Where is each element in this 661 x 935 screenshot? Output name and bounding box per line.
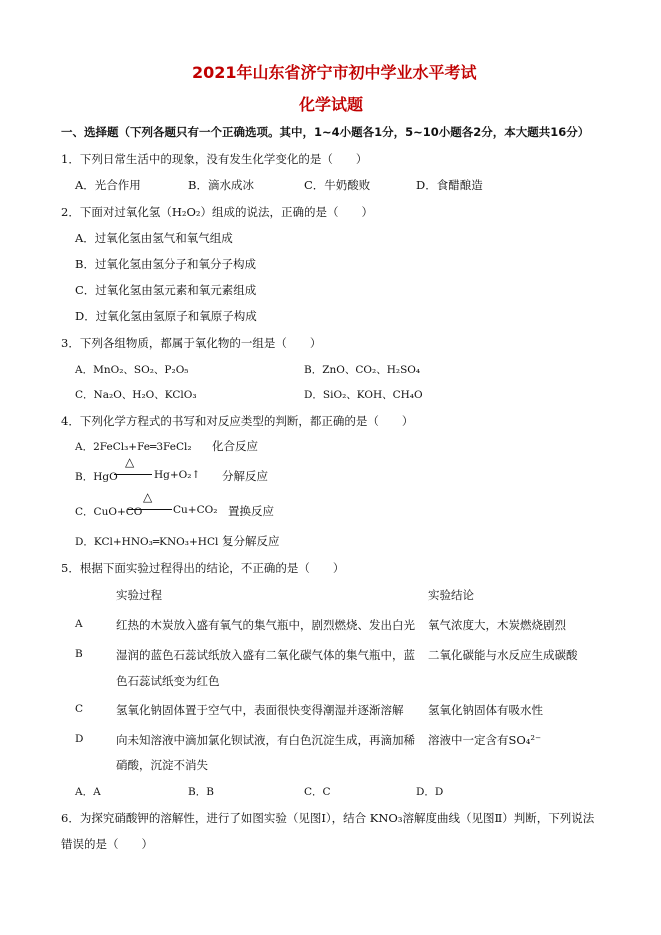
question-2-option-c: C．过氧化氢由氢元素和氧元素组成 bbox=[75, 283, 257, 297]
question-4-option-b-reactants: B．HgO bbox=[75, 471, 118, 483]
table-row-conclusion: 溶液中一定含有SO₄²⁻ bbox=[428, 733, 542, 747]
heat-condition-icon: △ bbox=[143, 490, 153, 504]
question-1-option-a: A．光合作用 bbox=[75, 178, 141, 192]
question-4-stem: 4．下列化学方程式的书写和对反应类型的判断，都正确的是（ ） bbox=[61, 414, 414, 428]
question-4-option-c-products: Cu+CO₂ bbox=[173, 504, 218, 516]
question-6-stem: 6．为探究硝酸钾的溶解性，进行了如图实验（见图Ⅰ），结合 KNO₃溶解度曲线（见图Ⅱ）判断，下列说法 bbox=[61, 811, 595, 825]
table-header-conclusion: 实验结论 bbox=[428, 588, 474, 602]
table-row-process: 向未知溶液中滴加氯化钡试液，有白色沉淀生成，再滴加稀 bbox=[116, 733, 415, 747]
question-2-option-b: B．过氧化氢由氢分子和氧分子构成 bbox=[75, 257, 256, 271]
table-row-key: A bbox=[75, 618, 83, 630]
question-4-option-b-type: 分解反应 bbox=[222, 469, 268, 483]
question-1-option-c: C．牛奶酸败 bbox=[304, 178, 371, 192]
question-1-option-b: B．滴水成冰 bbox=[188, 178, 254, 192]
section-heading: 一、选择题（下列各题只有一个正确选项。其中，1~4小题各1分，5~10小题各2分，本大题共16分） bbox=[61, 125, 590, 139]
question-3-stem: 3．下列各组物质，都属于氧化物的一组是（ ） bbox=[61, 336, 322, 350]
question-2-stem: 2．下面对过氧化氢（H₂O₂）组成的说法，正确的是（ ） bbox=[61, 205, 373, 219]
reaction-arrow-line bbox=[114, 474, 152, 475]
question-5-option-a: A．A bbox=[75, 786, 101, 798]
question-5-option-c: C．C bbox=[304, 786, 331, 798]
table-row-process-cont: 硝酸，沉淀不消失 bbox=[116, 758, 208, 772]
table-row-conclusion: 氢氧化钠固体有吸水性 bbox=[428, 703, 543, 717]
question-3-option-d: D．SiO₂、KOH、CH₄O bbox=[304, 389, 423, 401]
question-4-option-a-type: 化合反应 bbox=[212, 439, 258, 453]
table-row-process: 红热的木炭放入盛有氧气的集气瓶中，剧烈燃烧、发出白光 bbox=[116, 618, 415, 632]
question-4-option-d-type: 复分解反应 bbox=[222, 534, 280, 548]
question-4-option-c-reactants: C．CuO+CO bbox=[75, 506, 143, 518]
question-5-stem: 5．根据下面实验过程得出的结论，不正确的是（ ） bbox=[61, 561, 345, 575]
table-row-key: D bbox=[75, 733, 84, 745]
exam-title: 2021年山东省济宁市初中学业水平考试 bbox=[192, 63, 477, 82]
question-1-option-d: D．食醋酿造 bbox=[416, 178, 483, 192]
question-6-stem-cont: 错误的是（ ） bbox=[61, 837, 153, 851]
question-3-option-c: C．Na₂O、H₂O、KClO₃ bbox=[75, 389, 197, 401]
question-5-option-b: B．B bbox=[188, 786, 214, 798]
table-header-process: 实验过程 bbox=[116, 588, 162, 602]
table-row-conclusion: 二氧化碳能与水反应生成碳酸 bbox=[428, 648, 578, 662]
question-4-option-b-products: Hg+O₂↑ bbox=[154, 469, 201, 481]
table-row-process: 氢氧化钠固体置于空气中，表面很快变得潮湿并逐渐溶解 bbox=[116, 703, 404, 717]
question-4-option-a-equation: A．2FeCl₃+Fe═3FeCl₂ bbox=[75, 441, 192, 453]
question-3-option-b: B．ZnO、CO₂、H₂SO₄ bbox=[304, 364, 421, 376]
table-row-key: B bbox=[75, 648, 83, 660]
question-1-stem: 1．下列日常生活中的现象，没有发生化学变化的是（ ） bbox=[61, 152, 368, 166]
exam-subtitle: 化学试题 bbox=[299, 95, 364, 114]
question-4-option-d-equation: D．KCl+HNO₃═KNO₃+HCl bbox=[75, 536, 219, 548]
question-5-option-d: D．D bbox=[416, 786, 444, 798]
table-row-process-cont: 色石蕊试纸变为红色 bbox=[116, 674, 220, 688]
table-row-key: C bbox=[75, 703, 84, 715]
question-4-option-c-type: 置换反应 bbox=[228, 504, 274, 518]
heat-condition-icon: △ bbox=[125, 455, 135, 469]
question-2-option-d: D．过氧化氢由氢原子和氧原子构成 bbox=[75, 309, 257, 323]
reaction-arrow-line bbox=[128, 509, 172, 510]
question-3-option-a: A．MnO₂、SO₂、P₂O₅ bbox=[75, 364, 189, 376]
table-row-conclusion: 氧气浓度大，木炭燃烧剧烈 bbox=[428, 618, 566, 632]
question-2-option-a: A．过氧化氢由氢气和氧气组成 bbox=[75, 231, 233, 245]
table-row-process: 湿润的蓝色石蕊试纸放入盛有二氧化碳气体的集气瓶中，蓝 bbox=[116, 648, 415, 662]
